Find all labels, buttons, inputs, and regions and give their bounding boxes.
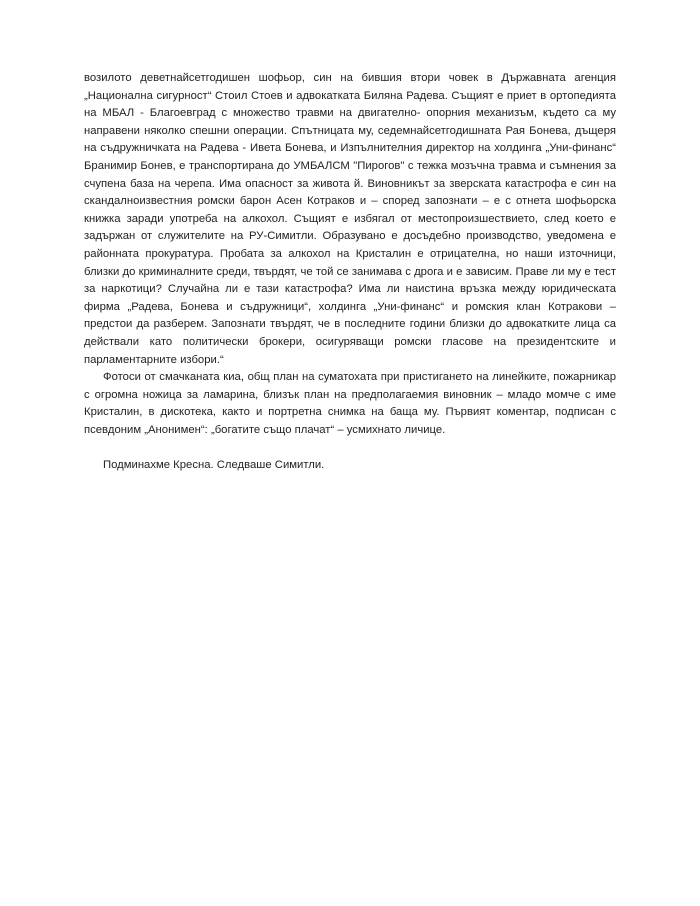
paragraph-news-article: возилото деветнайсетгодишен шофьор, син на бившия втори човек в Държавната агенция „Национална сигурност“ Стоил Стоев и адвокатката Биляна Радева. Същият е приет в ортопедията на МБАЛ - Благоевград с множество травми на двигателно- опорния механизъм, където са му направени няколко спешни операции. Спътницата му, седемнайсетгодишната Рая Бонева, дъщеря на съдружничката на Радева - Ивета Бонева, и Изпълнителния директор на холдинга „Уни-финанс“ Бранимир Бонев, е транспортирана до УМБАЛСМ "Пирогов" с тежка мозъчна травма и съмнения за счупена база на черепа. Има опасност за живота й. Виновникът за зверската катастрофа е син на скандалноизвестния ромски барон Асен Котраков и – според запознати – е с отнета шофьорска книжка заради употреба на алкохол. Същият е избягал от местопроизшествието, след което е задържан от служителите на РУ-Симитли. Образувано е досъдебно производство, уведомена е районната прокуратура. Пробата за алкохол на Кристалин е отрицателна, но наши източници, близки до криминалните среди, твърдят, че той се занимава с дрога и е зависим. Праве ли му е тест за наркотици? Случайна ли е тази катастрофа? Има ли наистина връзка между юридическата фирма „Радева, Бонева и съдружници“, холдинга „Уни-финанс“ и ромския клан Котракови – предстои да разберем. Запознати твърдят, че в последните години близки до адвокатките лица са действали като политически брокери, осигуряващи ромски гласове на президентските и парламентарните избори.“ bbox=[84, 72, 616, 366]
paragraph-passed-kresna: Подминахме Кресна. Следваше Симитли. bbox=[103, 459, 325, 472]
document-body bbox=[84, 70, 616, 475]
paragraph-photos-comment: Фотоси от смачканата киа, общ план на суматохата при пристигането на линейките, пожарникар с огромна ножица за ламарина, близък план на предполагаемия виновник – младо момче с име Кристалин, в дискотека, както и портретна снимка на баща му. Първият коментар, подписан с псевдоним „Анонимен“: „богатите също плачат“ – усмихнато личице. bbox=[84, 371, 616, 436]
